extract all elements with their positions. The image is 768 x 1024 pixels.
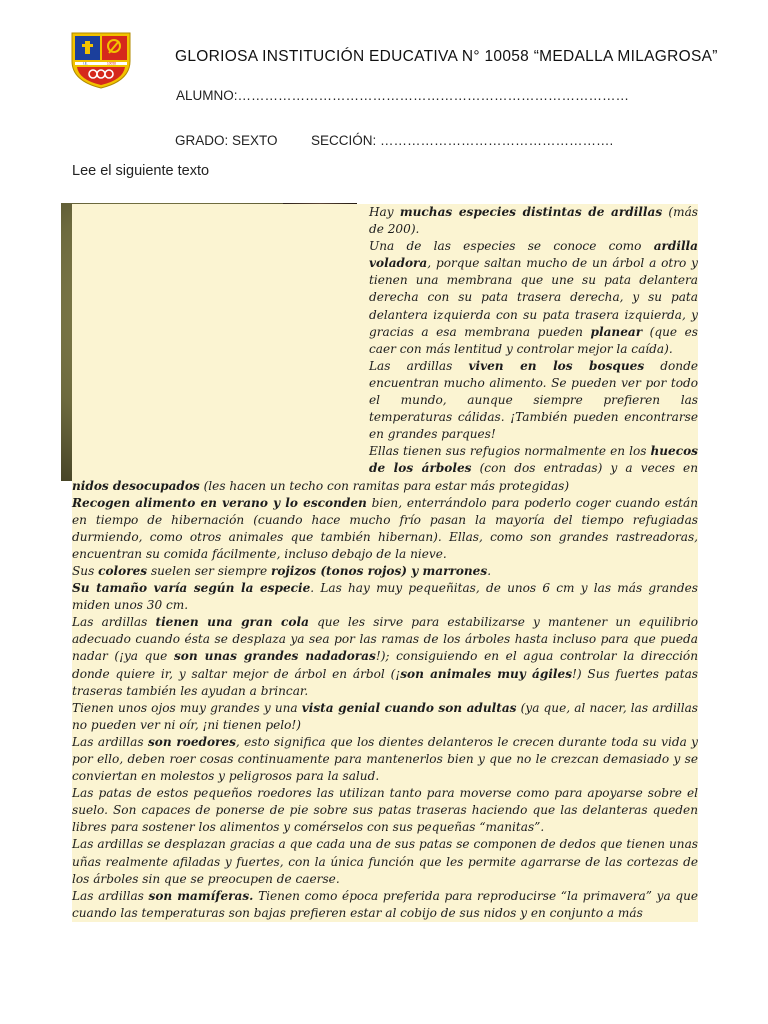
text-run: . Las hay muy pequeñitas, de unos 6 cm y las más grandes miden unos 30 cm. — [72, 581, 698, 613]
bold-phrase: muchas especies distintas de ardillas — [399, 205, 663, 219]
bold-phrase: rojizos (tonos rojos) y marrones — [270, 563, 488, 578]
school-title: GLORIOSA INSTITUCIÓN EDUCATIVA N° 10058 “MEDALLA MILAGROSA” — [175, 48, 718, 65]
text-run: (más de 200). — [369, 205, 698, 237]
text-run: que les sirve para estabilizarse y mantener un equilibrio adecuado cuando ésta se desplaza ya sea por las ramas de los árboles hasta incluso para que pueda nadar (¡ya que — [72, 615, 698, 664]
text-run: Las ardillas — [369, 358, 469, 373]
text-run: !); consiguiendo en el agua controlar la dirección donde quiere ir, y saltar mejor de árbol en árbol (¡ — [72, 649, 699, 681]
photo-text-wrap — [72, 204, 369, 474]
text-run: Ellas tienen sus refugios normalmente en los — [369, 444, 651, 459]
text-run: (con dos entradas) y a veces en — [471, 461, 698, 476]
bold-phrase: nidos desocupados — [72, 478, 200, 493]
text-run: Las ardillas — [72, 734, 148, 749]
alumno-field: ALUMNO:…………………………………………………………………………… — [176, 88, 630, 103]
bold-phrase: son animales muy ágiles — [400, 666, 573, 681]
bold-phrase: Su tamaño varía según la especie — [72, 581, 311, 596]
bold-phrase: son unas grandes nadadoras — [174, 649, 376, 664]
paragraph — [72, 614, 698, 699]
paragraph — [72, 785, 698, 836]
crest-text-right: 10058 — [107, 61, 116, 66]
text-run: bien, enterrándolo para poderlo coger cuando están en tiempo de hibernación (cuando hace mucho frío pasan la mayoría del tiempo refugiadas durmiendo, como otros animales que también hibernan). Ellas, como son grandes rastreadoras, encuentran su comida fácilmente, incluso debajo de la nieve. — [72, 495, 698, 561]
text-run: (ya que, al nacer, las ardillas no pueden ver ni oír, ¡ni tienen pelo!) — [72, 700, 698, 732]
text-run: Las patas de estos pequeños roedores las utilizan tanto para moverse como para apoyarse sobre el suelo. Son capaces de ponerse de pie sobre sus patas traseras haciendo que las delanteras queden libres para sostener los alimentos y comérselos con sus pequeñas “manitas”. — [72, 786, 698, 835]
bold-phrase: son mamíferas. — [148, 888, 254, 903]
bold-phrase: son roedores — [147, 734, 236, 749]
text-run: , esto significa que los dientes delanteros le crecen durante toda su vida y por ello, deben roer cosas continuamente para mantenerlos bien y que no le crezcan demasiado y se conviertan en molestos y peligrosos para la salud. — [72, 734, 698, 784]
paragraph — [72, 563, 698, 580]
bold-phrase: tienen una gran cola — [155, 615, 309, 630]
bold-phrase: colores — [98, 563, 148, 578]
text-run: donde encuentran mucho alimento. Se pueden ver por todo el mundo, aunque siempre prefieren las temperaturas cálidas. ¡También pueden encontrarse en grandes parques! — [369, 358, 698, 442]
bold-phrase: ardilla voladora — [369, 239, 698, 271]
text-run: !) Sus fuertes patas traseras también les ayudan a brincar. — [72, 666, 699, 698]
bold-phrase: vista genial cuando son adultas — [301, 700, 517, 715]
school-crest-logo — [69, 31, 133, 89]
text-run: (que es caer con más lentitud y controlar mejor la caída). — [369, 324, 698, 356]
text-run: , porque saltan mucho de un árbol a otro y tienen una membrana que une su pata delantera derecha con su pata trasera derecha, y su pata delantera izquierda con su pata trasera izquierda, y gracias a esa membrana pueden — [369, 256, 698, 339]
text-run: Tienen como época preferida para reproducirse “la primavera” ya que cuando las temperaturas son bajas prefieren estar al cobijo de sus nidos y en conjunto a más — [72, 888, 699, 920]
bold-phrase: viven en los bosques — [468, 358, 645, 373]
paragraph — [72, 836, 698, 887]
grado-field: GRADO: SEXTO — [175, 133, 278, 148]
paragraph — [72, 888, 698, 922]
text-run: (les hacen un techo con ramitas para estar más protegidas) — [199, 478, 570, 493]
paragraph — [72, 495, 698, 563]
seccion-field: SECCIÓN: ……………………………………………. — [311, 133, 614, 148]
paragraph — [72, 700, 698, 734]
text-run: Sus — [72, 563, 99, 578]
crest-text-left: I.E. — [83, 61, 88, 66]
text-run: Hay — [369, 205, 400, 219]
text-run: suelen ser siempre — [147, 563, 271, 578]
text-run: Una de las especies se conoce como — [369, 239, 654, 254]
text-run: Tienen unos ojos muy grandes y una — [72, 700, 302, 715]
paragraph — [72, 580, 698, 614]
instruction-text: Lee el siguiente texto — [72, 163, 210, 179]
reading-text — [72, 204, 698, 922]
text-run: Las ardillas — [72, 615, 156, 630]
paragraph — [72, 734, 698, 785]
text-run: Las ardillas — [72, 888, 149, 903]
text-run: Las ardillas se desplazan gracias a que cada una de sus patas se componen de dedos que tienen unas uñas realmente afiladas y fuertes, con la única función que les permite agarrarse de las cortezas de los árboles sin que se preocupen de caerse. — [72, 837, 698, 886]
bold-phrase: huecos de los árboles — [369, 444, 698, 476]
text-run: . — [487, 563, 492, 578]
bold-phrase: planear — [590, 324, 643, 339]
bold-phrase: Recogen alimento en verano y lo esconden — [72, 495, 367, 510]
